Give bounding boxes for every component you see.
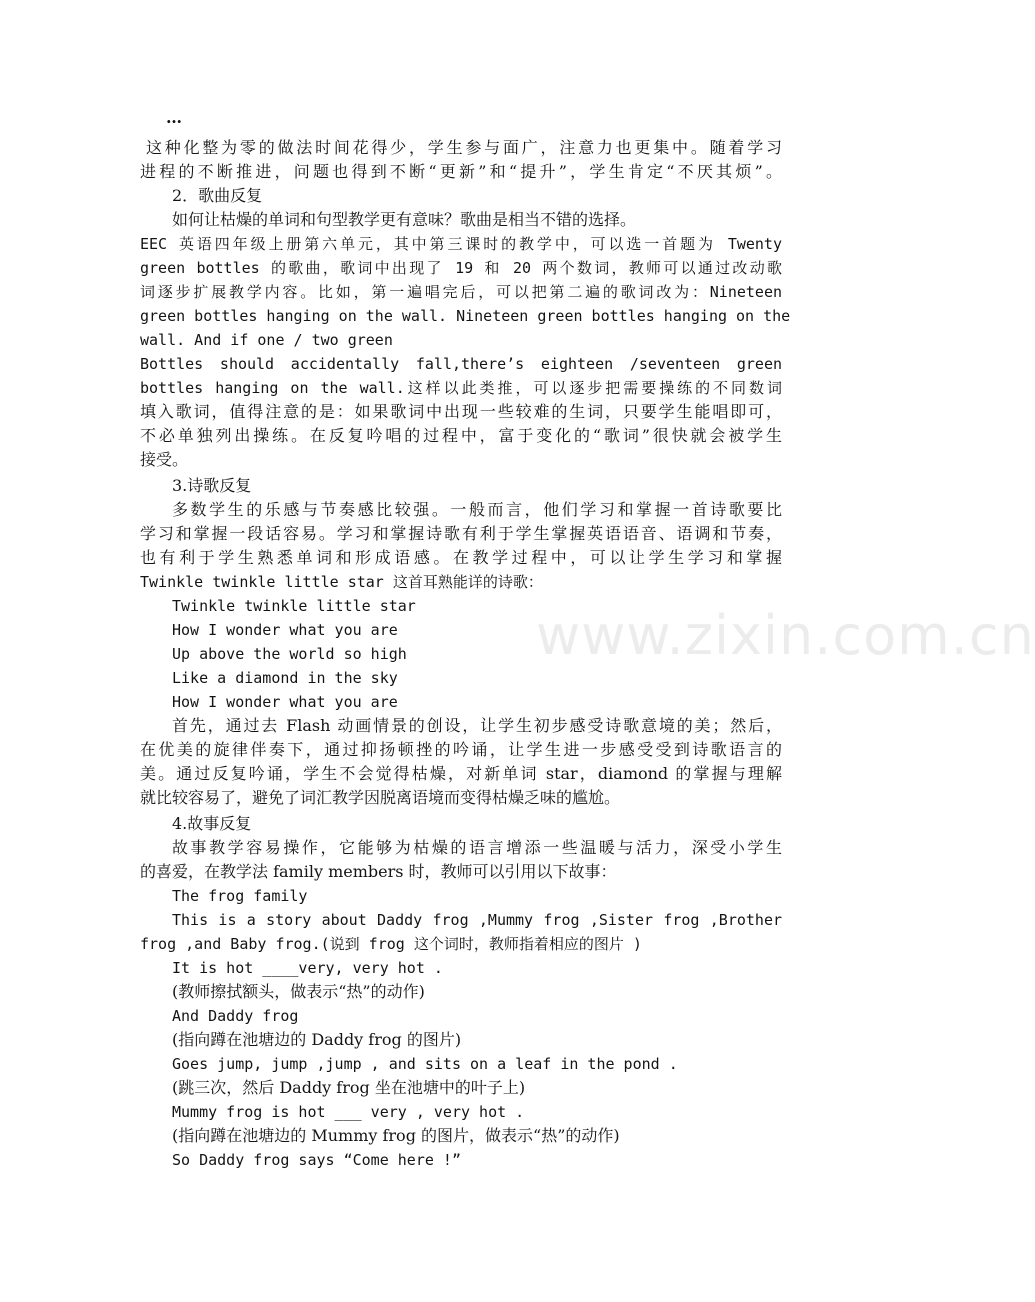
paragraph-line: 美。通过反复吟诵，学生不会觉得枯燥，对新单词 star，diamond 的掌握与理解 (140, 764, 782, 783)
story-line: The frog family (172, 887, 308, 905)
story-line: Mummy frog is hot ___ very , very hot . (172, 1103, 525, 1121)
paragraph-line: 多数学生的乐感与节奏感比较强。一般而言，他们学习和掌握一首诗歌要比 (172, 500, 782, 519)
story-line: It is hot ____very, very hot . (172, 959, 443, 977)
poem-line: Up above the world so high (172, 645, 407, 663)
paragraph-line: wall. And if one / two green (140, 331, 393, 349)
story-line: (跳三次，然后 Daddy frog 坐在池塘中的叶子上) (172, 1078, 526, 1097)
poem-line: Twinkle twinkle little star (172, 597, 416, 615)
poem-line: How I wonder what you are (172, 621, 398, 639)
paragraph-line: 进程的不断推进，问题也得到不断“更新”和“提升”，学生肯定“不厌其烦”。 (140, 162, 782, 181)
paragraph-line: 的喜爱，在教学法 family members 时，教师可以引用以下故事： (140, 862, 617, 881)
paragraph-line: 词逐步扩展教学内容。比如，第一遍唱完后，可以把第二遍的歌词改为：Nineteen (140, 283, 782, 301)
ellipsis: … (166, 108, 182, 127)
section-heading: 3.诗歌反复 (172, 476, 252, 495)
paragraph-line: bottles hanging on the wall.这样以此类推，可以逐步把需要操练的不同数词 (140, 379, 782, 397)
paragraph-line: green bottles hanging on the wall. Nineteen green bottles hanging on the (140, 307, 791, 325)
story-line: So Daddy frog says “Come here !” (172, 1151, 461, 1169)
paragraph-line: 就比较容易了，避免了词汇教学因脱离语境而变得枯燥乏味的尴尬。 (140, 788, 621, 807)
poem-line: Like a diamond in the sky (172, 669, 398, 687)
paragraph-line: green bottles 的歌曲，歌词中出现了 19 和 20 两个数词，教师可以通过改动歌 (140, 259, 782, 277)
poem-line: How I wonder what you are (172, 693, 398, 711)
story-line: (指向蹲在池塘边的 Mummy frog 的图片，做表示“热”的动作) (172, 1126, 620, 1145)
paragraph-line: EEC 英语四年级上册第六单元，其中第三课时的教学中，可以选一首题为 Twenty (140, 235, 782, 253)
paragraph-line: 首先，通过去 Flash 动画情景的创设，让学生初步感受诗歌意境的美；然后， (172, 716, 782, 735)
section-heading: 2．歌曲反复 (172, 186, 263, 205)
paragraph-line: 不必单独列出操练。在反复吟唱的过程中，富于变化的“歌词”很快就会被学生 (140, 426, 782, 445)
paragraph-line: Bottles should accidentally fall,there’s eighteen /seventeen green (140, 355, 782, 373)
story-line: This is a story about Daddy frog ,Mummy frog ,Sister frog ,Brother (172, 911, 782, 929)
paragraph-line: 在优美的旋律伴奏下，通过抑扬顿挫的吟诵，让学生进一步感受受到诗歌语言的 (140, 740, 782, 759)
story-line: (指向蹲在池塘边的 Daddy frog 的图片) (172, 1030, 462, 1049)
story-line: Goes jump, jump ,jump , and sits on a leaf in the pond . (172, 1055, 678, 1073)
paragraph-line: 如何让枯燥的单词和句型教学更有意味？歌曲是相当不错的选择。 (172, 210, 637, 229)
section-heading: 4.故事反复 (172, 814, 252, 833)
watermark: www.zixin.com.cn (536, 604, 1035, 667)
story-line: frog ,and Baby frog.(说到 frog 这个词时，教师指着相应的图片 ) (140, 935, 642, 953)
paragraph-line: 这种化整为零的做法时间花得少，学生参与面广，注意力也更集中。随着学习 (146, 138, 782, 157)
paragraph-line: 填入歌词，值得注意的是：如果歌词中出现一些较难的生词，只要学生能唱即可， (140, 402, 782, 421)
paragraph-line: 故事教学容易操作，它能够为枯燥的语言增添一些温暖与活力，深受小学生 (172, 838, 782, 857)
paragraph-line: 也有利于学生熟悉单词和形成语感。在教学过程中，可以让学生学习和掌握 (140, 548, 782, 567)
paragraph-line: Twinkle twinkle little star 这首耳熟能详的诗歌： (140, 573, 543, 591)
paragraph-line: 学习和掌握一段话容易。学习和掌握诗歌有利于学生掌握英语语音、语调和节奏， (140, 524, 782, 543)
paragraph-line: 接受。 (140, 450, 189, 469)
story-line: (教师擦拭额头，做表示“热”的动作) (172, 982, 425, 1001)
story-line: And Daddy frog (172, 1007, 299, 1025)
